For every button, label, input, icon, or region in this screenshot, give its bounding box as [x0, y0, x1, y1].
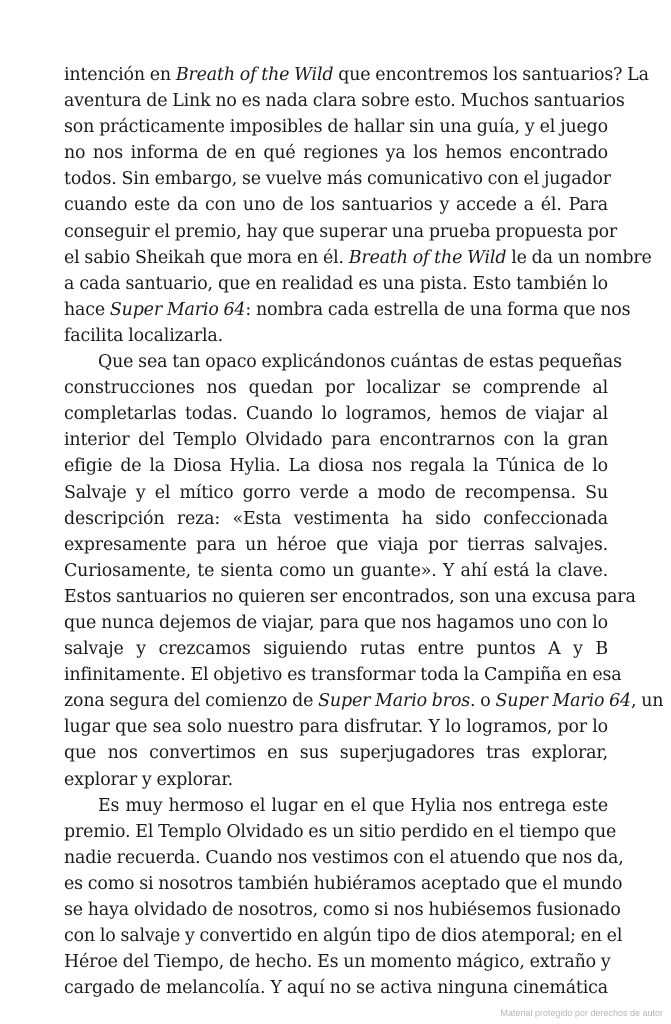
text-run: que encontremos los santuarios? La: [333, 65, 649, 85]
text-line: [64, 923, 623, 949]
text-run: explorar y explorar.: [64, 769, 234, 790]
text-run: aventura de Link no es nada clara sobre esto. Muchos santuarios: [64, 91, 625, 112]
text-line: [64, 871, 623, 897]
text-line: [64, 427, 608, 453]
text-line: [64, 662, 622, 688]
italic-title: Breath of the Wild: [348, 247, 507, 268]
text-line: [64, 584, 636, 610]
text-line: [64, 480, 608, 506]
copyright-watermark: Material protegido por derechos de autor: [500, 1008, 663, 1018]
text-line: [64, 793, 608, 819]
text-line: [64, 558, 608, 584]
text-line: [64, 401, 608, 427]
text-run: con lo salvaje y convertido en algún tipo de dios atemporal; en el: [64, 926, 623, 947]
text-run: le da un nombre: [506, 247, 652, 268]
text-run: completarlas todas. Cuando lo logramos, hemos de viajar al: [64, 404, 608, 425]
book-page-body: [64, 62, 664, 1001]
text-line: [64, 610, 608, 636]
text-run: Salvaje y el mítico gorro verde a modo de recompensa. Su: [64, 482, 608, 503]
text-run: Que sea tan opaco explicándonos cuántas de estas pequeñas: [98, 352, 622, 373]
text-line: [64, 949, 611, 975]
text-line: [64, 219, 618, 245]
text-line: [64, 453, 608, 479]
text-run: conseguir el premio, hay que superar una prueba propuesta por: [64, 221, 618, 242]
text-line: [64, 88, 625, 114]
text-run: a cada santuario, que en realidad es una pista. Esto también lo: [64, 273, 608, 294]
text-run: premio. El Templo Olvidado es un sitio perdido en el tiempo que: [64, 821, 617, 842]
text-run: zona segura del comienzo de: [64, 691, 319, 712]
text-line: [64, 897, 621, 923]
text-run: interior del Templo Olvidado para encontrarnos con la gran: [64, 430, 608, 451]
text-run: cuando este da con uno de los santuarios y accede a él. Para: [64, 195, 608, 216]
text-run: intención en: [64, 65, 176, 85]
text-line: [64, 271, 608, 297]
text-run: descripción reza: «Esta vestimenta ha sido confeccionada: [64, 508, 608, 529]
text-run: : nombra cada estrella de una forma que nos: [245, 299, 631, 320]
text-line: [64, 375, 608, 401]
text-line: [64, 166, 611, 192]
text-run: se haya olvidado de nosotros, como si nos hubiésemos fusionado: [64, 900, 621, 920]
text-run: construcciones nos quedan por localizar se comprende al: [64, 378, 608, 399]
text-line: [64, 740, 608, 766]
text-run: facilita localizarla.: [64, 325, 224, 346]
text-run: Curiosamente, te sienta como un guante». Y ahí está la clave.: [64, 560, 608, 581]
text-run: el sabio Sheikah que mora en él.: [64, 247, 349, 268]
text-line: [64, 767, 608, 793]
paragraph: [64, 793, 624, 1002]
text-run: . o: [470, 691, 496, 712]
paragraph: [64, 349, 664, 793]
text-run: hace: [64, 299, 110, 320]
text-line: [64, 323, 608, 349]
text-line: [64, 192, 608, 218]
text-run: que nos convertimos en sus superjugadores tras explorar,: [64, 743, 608, 764]
text-run: Héroe del Tiempo, de hecho. Es un momento mágico, extraño y: [64, 952, 611, 973]
text-line: [64, 506, 608, 532]
text-line: [64, 532, 608, 558]
text-run: nadie recuerda. Cuando nos vestimos con el atuendo que nos da,: [64, 847, 624, 868]
text-run: infinitamente. El objetivo es transformar toda la Campiña en esa: [64, 665, 622, 686]
text-line: [64, 349, 622, 375]
text-run: , un: [630, 691, 664, 712]
text-line: [64, 975, 608, 1001]
text-run: que nunca dejemos de viajar, para que nos hagamos uno con lo: [64, 612, 608, 633]
text-line: [64, 688, 664, 714]
text-run: todos. Sin embargo, se vuelve más comunicativo con el jugador: [64, 169, 611, 190]
text-line: [64, 297, 631, 323]
text-line: [64, 636, 608, 662]
text-line: [64, 140, 608, 166]
text-line: [64, 114, 608, 140]
italic-title: Breath of the Wild: [175, 65, 334, 85]
text-run: es como si nosotros también hubiéramos aceptado que el mundo: [64, 873, 623, 894]
text-line: [64, 714, 608, 740]
text-run: Estos santuarios no quieren ser encontrados, son una excusa para: [64, 586, 636, 607]
text-run: expresamente para un héroe que viaja por tierras salvajes.: [64, 534, 608, 555]
text-run: Es muy hermoso el lugar en el que Hylia nos entrega este: [98, 795, 608, 816]
text-run: salvaje y crezcamos siguiendo rutas entre puntos A y B: [64, 639, 608, 660]
text-line: [64, 819, 617, 845]
italic-title: Super Mario bros: [318, 691, 471, 712]
text-run: son prácticamente imposibles de hallar sin una guía, y el juego: [64, 117, 608, 138]
italic-title: Super Mario 64: [495, 691, 631, 712]
text-run: no nos informa de en qué regiones ya los hemos encontrado: [64, 143, 608, 164]
text-run: cargado de melancolía. Y aquí no se activa ninguna cinemática: [64, 978, 608, 999]
text-run: efigie de la Diosa Hylia. La diosa nos regala la Túnica de lo: [64, 456, 608, 477]
text-run: lugar que sea solo nuestro para disfrutar. Y lo logramos, por lo: [64, 717, 608, 738]
italic-title: Super Mario 64: [109, 299, 246, 320]
text-line: [64, 245, 652, 271]
text-line: [64, 845, 624, 871]
paragraph: [64, 62, 652, 349]
text-line: [64, 62, 649, 88]
